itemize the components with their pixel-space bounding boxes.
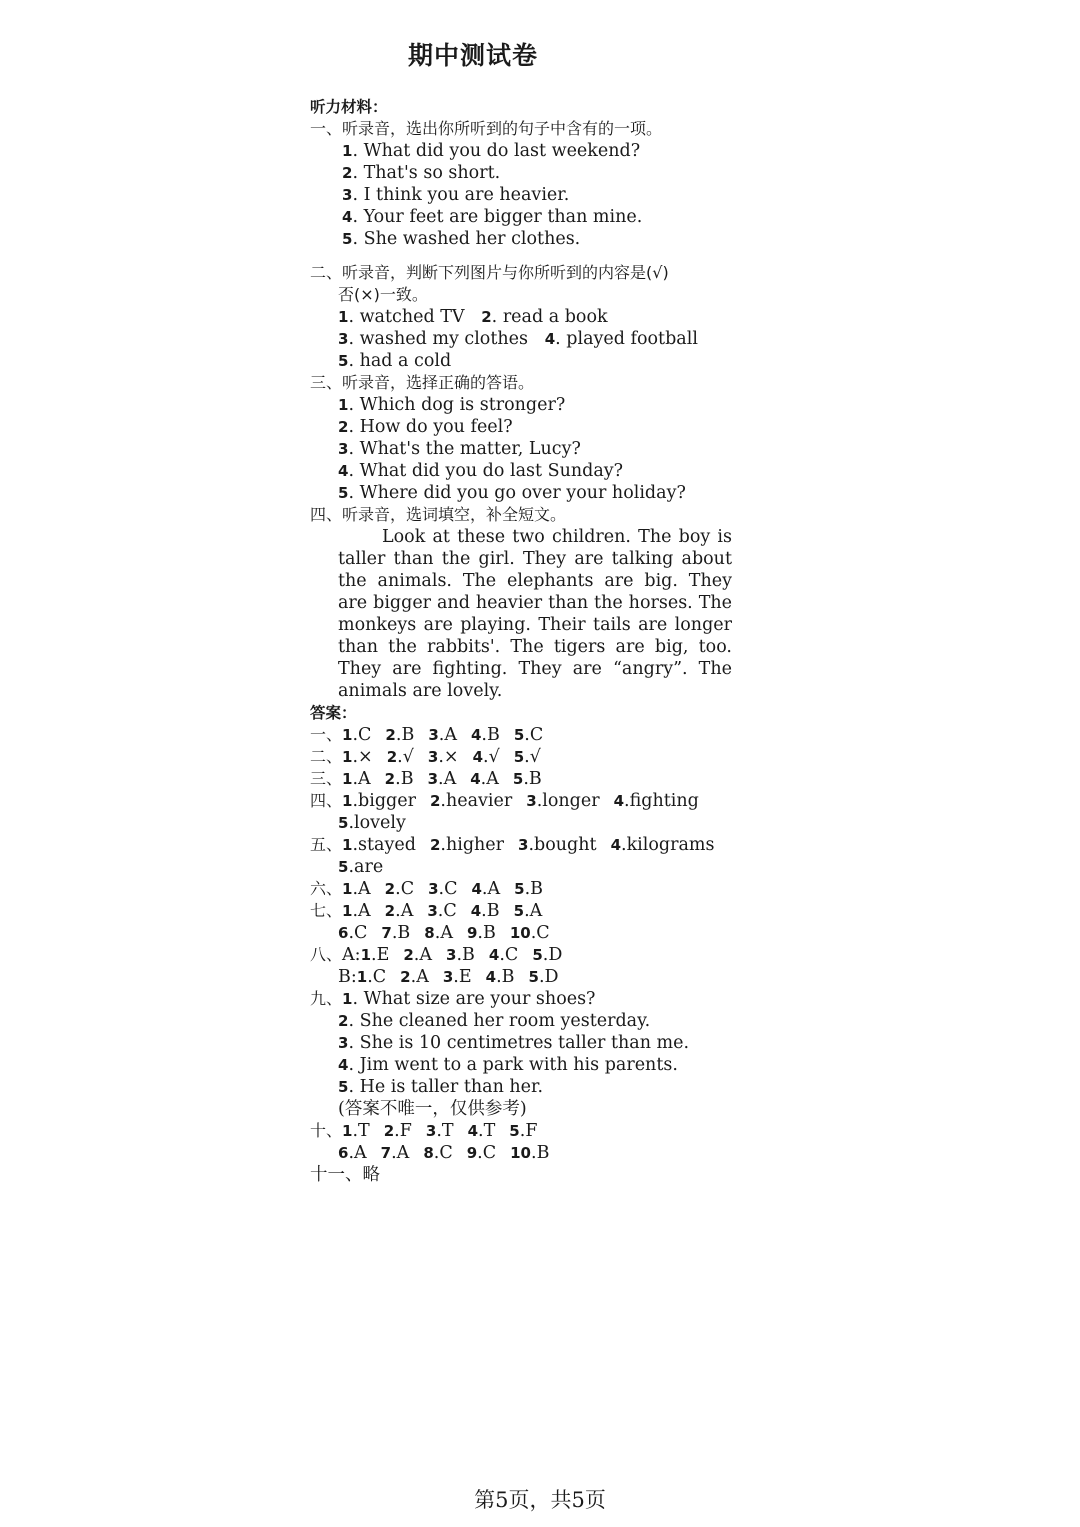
answer-row-10: 十、1.T 2.F 3.T 4.T 5.F (310, 1121, 538, 1141)
listening-label: 听力材料： (310, 98, 388, 116)
document-body (310, 96, 740, 1186)
passage-text: Look at these two children. The boy is taller than the girl. They are talking about the animals. The elephants are big. They are bigger and heavier than the horses. The monkeys are playing. Their tails are longer than the rabbits'. The tigers are big, too. They are fighting. They are “angry”. The animals are lovely. (338, 527, 732, 701)
list-item: 2. How do you feel? (338, 417, 513, 437)
list-item: 5. had a cold (338, 351, 452, 371)
answer-note: (答案不唯一，仅供参考) (338, 1099, 527, 1119)
answer-row-11: 十一、略 (310, 1165, 380, 1185)
section-2-heading-cont: 否(×)一致。 (338, 285, 428, 304)
answer-row-8a: 八、A:1.E 2.A 3.B 4.C 5.D (310, 945, 563, 965)
list-item: 3. washed my clothes 4. played football (338, 329, 698, 349)
page-title: 期中测试卷 (407, 41, 538, 70)
answer-row-3: 三、1.A 2.B 3.A 4.A 5.B (310, 769, 542, 789)
list-item: 5. She washed her clothes. (342, 229, 581, 249)
list-item: 1. watched TV 2. read a book (338, 307, 608, 327)
list-item: 3. I think you are heavier. (342, 185, 570, 205)
list-item: 4. Your feet are bigger than mine. (342, 207, 643, 227)
section-2-heading: 二、听录音，判断下列图片与你所听到的内容是(√) (310, 263, 669, 282)
answer-row-9: 九、1. What size are your shoes? (310, 989, 596, 1009)
answer-row-2: 二、1.× 2.√ 3.× 4.√ 5.√ (310, 747, 541, 767)
answer-row-9-item: 5. He is taller than her. (338, 1077, 544, 1097)
answer-row-7: 七、1.A 2.A 3.C 4.B 5.A (310, 901, 543, 921)
answer-row-9-item: 2. She cleaned her room yesterday. (338, 1011, 651, 1031)
answer-row-5: 五、1.stayed 2.higher 3.bought 4.kilograms (310, 835, 715, 855)
answer-row-6: 六、1.A 2.C 3.C 4.A 5.B (310, 879, 544, 899)
page-footer: 第5页，共5页 (474, 1488, 606, 1512)
list-item: 3. What's the matter, Lucy? (338, 439, 581, 459)
answer-row-8b: B:1.C 2.A 3.E 4.B 5.D (338, 967, 559, 987)
list-item: 2. That's so short. (342, 163, 501, 183)
answer-row-9-item: 3. She is 10 centimetres taller than me. (338, 1033, 690, 1053)
list-item: 4. What did you do last Sunday? (338, 461, 624, 481)
answers-label: 答案： (310, 704, 357, 722)
answer-row-10-cont: 6.A 7.A 8.C 9.C 10.B (338, 1143, 550, 1163)
list-item: 1. Which dog is stronger? (338, 395, 566, 415)
section-3-heading: 三、听录音，选择正确的答语。 (310, 373, 535, 392)
list-item: 1. What did you do last weekend? (342, 141, 641, 161)
list-item: 5. Where did you go over your holiday? (338, 483, 686, 503)
section-4-heading: 四、听录音，选词填空，补全短文。 (310, 505, 567, 524)
answer-row-9-item: 4. Jim went to a park with his parents. (338, 1055, 678, 1075)
answer-row-1: 一、1.C 2.B 3.A 4.B 5.C (310, 725, 544, 745)
answer-row-4-cont: 5.lovely (338, 813, 406, 833)
answer-row-4: 四、1.bigger 2.heavier 3.longer 4.fighting (310, 791, 699, 811)
answer-row-5-cont: 5.are (338, 857, 384, 877)
section-1-heading: 一、听录音，选出你所听到的句子中含有的一项。 (310, 119, 663, 138)
answer-row-7-cont: 6.C 7.B 8.A 9.B 10.C (338, 923, 550, 943)
